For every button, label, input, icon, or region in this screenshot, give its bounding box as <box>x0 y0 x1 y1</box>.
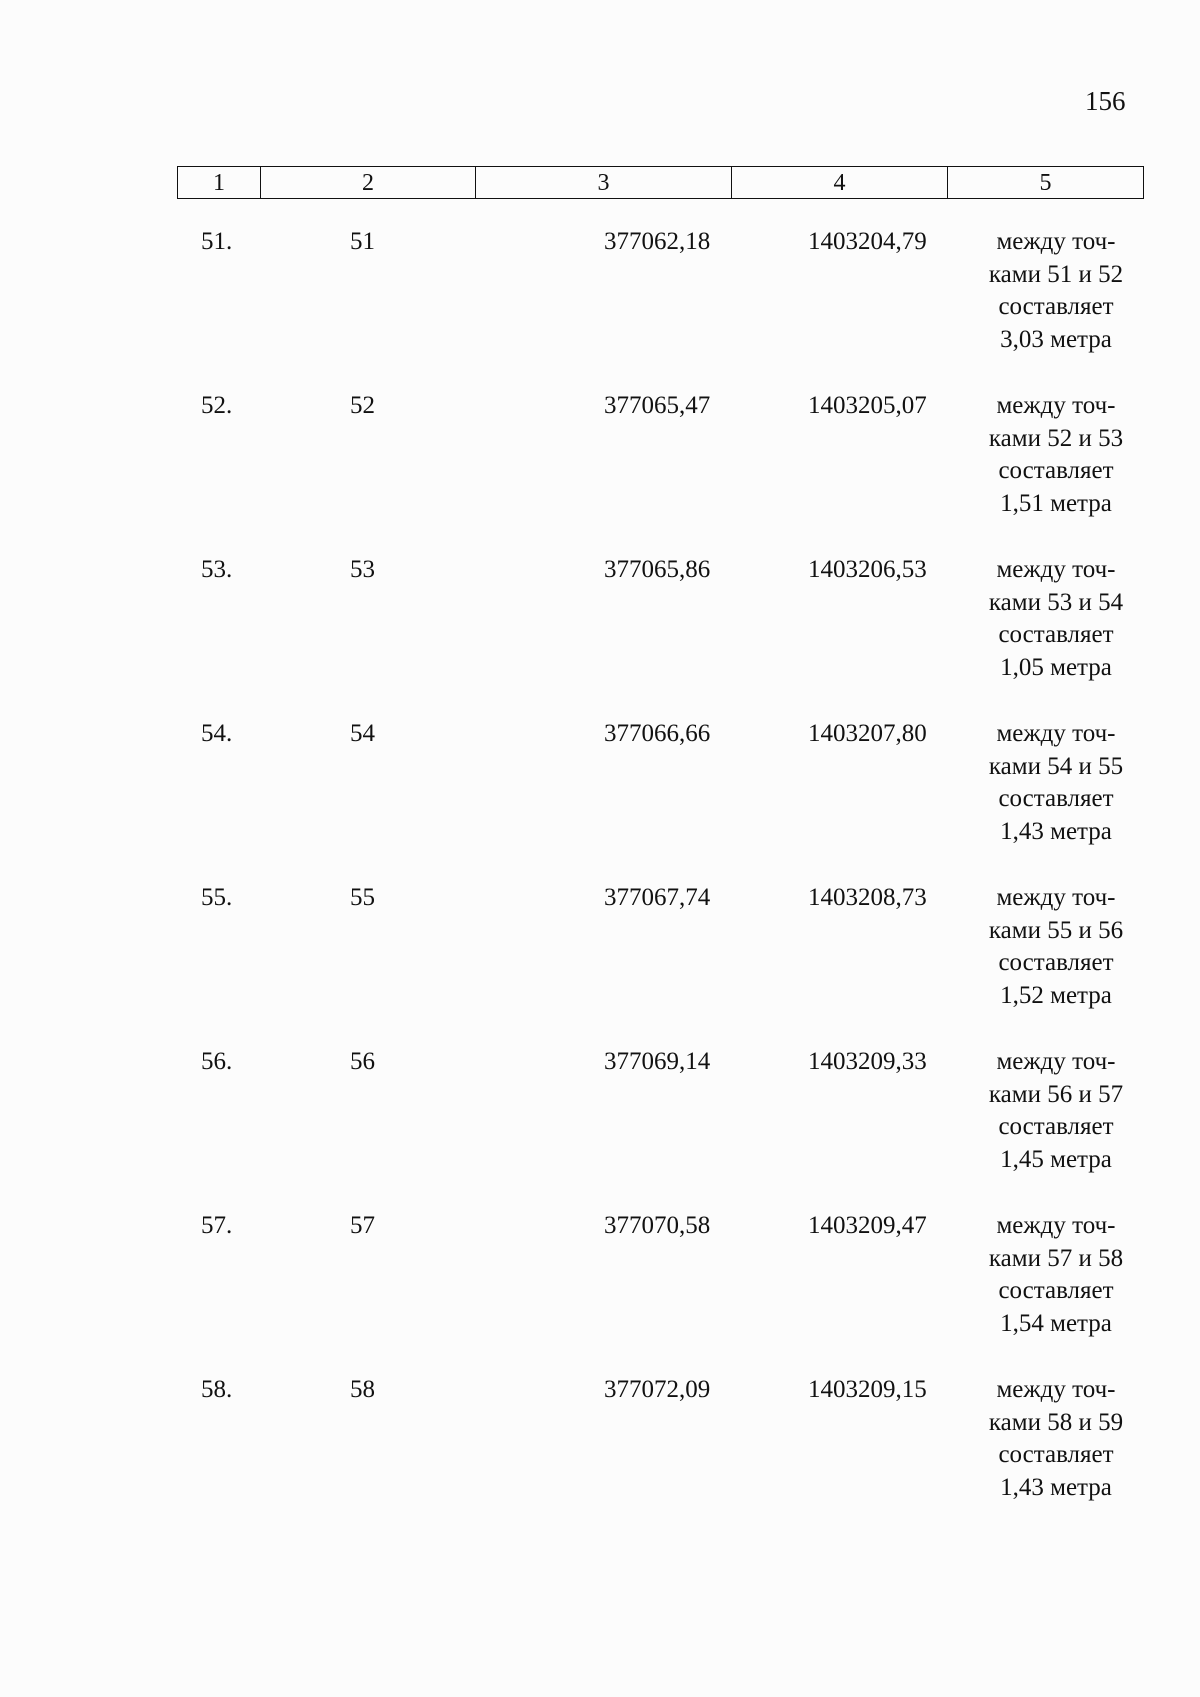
point-id: 57 <box>350 1212 375 1239</box>
table-row <box>177 550 1144 714</box>
header-cell-1: 1 <box>178 167 261 198</box>
distance-description-line: составляет <box>998 949 1114 976</box>
coordinate-y: 1403208,73 <box>808 884 927 911</box>
point-id: 55 <box>350 884 375 911</box>
distance-description-line: 3,03 метра <box>1000 325 1112 353</box>
row-number: 54. <box>201 720 233 747</box>
distance-description-line: ками 51 и 52 <box>988 260 1124 288</box>
coordinate-x: 377072,09 <box>604 1376 711 1403</box>
distance-description <box>970 882 1142 1012</box>
coordinate-x: 377065,47 <box>604 392 711 419</box>
point-id: 58 <box>350 1376 375 1403</box>
distance-description-line: 1,05 метра <box>1000 653 1112 681</box>
table-row <box>177 1206 1144 1370</box>
distance-description-line: между точ- <box>996 1048 1116 1075</box>
table-row <box>177 386 1144 550</box>
table-body <box>177 222 1144 1534</box>
distance-description-line: между точ- <box>996 556 1116 583</box>
table-row <box>177 1370 1144 1534</box>
row-number: 58. <box>201 1376 233 1403</box>
distance-description-line: ками 55 и 56 <box>988 916 1124 944</box>
distance-description-line: 1,45 метра <box>1000 1145 1112 1173</box>
coordinate-x: 377062,18 <box>604 228 711 255</box>
table-header <box>177 166 1144 199</box>
header-cell-2: 2 <box>261 167 476 198</box>
distance-description-line: ками 57 и 58 <box>988 1244 1124 1272</box>
distance-description-line: между точ- <box>996 228 1116 255</box>
coordinate-y: 1403209,47 <box>808 1212 927 1239</box>
point-id: 53 <box>350 556 375 583</box>
distance-description <box>970 1046 1142 1176</box>
distance-description <box>970 718 1142 848</box>
point-id: 51 <box>350 228 375 255</box>
distance-description-line: ками 52 и 53 <box>988 424 1124 452</box>
row-number: 55. <box>201 884 233 911</box>
distance-description-line: ками 54 и 55 <box>988 752 1124 780</box>
header-cell-4: 4 <box>732 167 948 198</box>
point-id: 52 <box>350 392 375 419</box>
coordinate-x: 377069,14 <box>604 1048 711 1075</box>
row-number: 57. <box>201 1212 233 1239</box>
coordinate-x: 377070,58 <box>604 1212 711 1239</box>
distance-description-line: ками 53 и 54 <box>988 588 1124 616</box>
table-row <box>177 1042 1144 1206</box>
distance-description-line: составляет <box>998 1441 1114 1468</box>
distance-description-line: составляет <box>998 1277 1114 1304</box>
distance-description <box>970 554 1142 684</box>
coordinate-y: 1403205,07 <box>808 392 927 419</box>
distance-description-line: 1,43 метра <box>1000 817 1112 845</box>
table-row <box>177 878 1144 1042</box>
row-number: 52. <box>201 392 233 419</box>
distance-description-line: между точ- <box>996 720 1116 747</box>
page-number: 156 <box>1085 86 1126 116</box>
distance-description-line: между точ- <box>996 884 1116 911</box>
distance-description-line: 1,51 метра <box>1000 489 1112 517</box>
distance-description-line: 1,43 метра <box>1000 1473 1112 1501</box>
distance-description-line: между точ- <box>996 1212 1116 1239</box>
coordinate-x: 377065,86 <box>604 556 711 583</box>
distance-description-line: 1,52 метра <box>1000 981 1112 1009</box>
distance-description-line: составляет <box>998 621 1114 648</box>
table-row <box>177 222 1144 386</box>
coordinate-y: 1403209,33 <box>808 1048 927 1075</box>
coordinate-y: 1403209,15 <box>808 1376 927 1403</box>
distance-description-line: составляет <box>998 1113 1114 1140</box>
distance-description-line: составляет <box>998 785 1114 812</box>
distance-description-line: ками 58 и 59 <box>988 1408 1124 1436</box>
table-row <box>177 714 1144 878</box>
distance-description <box>970 226 1142 356</box>
row-number: 56. <box>201 1048 233 1075</box>
distance-description <box>970 390 1142 520</box>
row-number: 51. <box>201 228 233 255</box>
header-cell-3: 3 <box>476 167 732 198</box>
point-id: 54 <box>350 720 375 747</box>
distance-description <box>970 1210 1142 1340</box>
distance-description-line: составляет <box>998 457 1114 484</box>
distance-description-line: составляет <box>998 293 1114 320</box>
row-number: 53. <box>201 556 233 583</box>
point-id: 56 <box>350 1048 375 1075</box>
coordinate-x: 377066,66 <box>604 720 711 747</box>
distance-description <box>970 1374 1142 1504</box>
distance-description-line: 1,54 метра <box>1000 1309 1112 1337</box>
distance-description-line: между точ- <box>996 392 1116 419</box>
coordinate-y: 1403204,79 <box>808 228 927 255</box>
coordinate-y: 1403207,80 <box>808 720 927 747</box>
header-cell-5: 5 <box>1039 169 1052 196</box>
coordinate-x: 377067,74 <box>604 884 711 911</box>
distance-description-line: ками 56 и 57 <box>988 1080 1124 1108</box>
distance-description-line: между точ- <box>996 1376 1116 1403</box>
coordinate-y: 1403206,53 <box>808 556 927 583</box>
